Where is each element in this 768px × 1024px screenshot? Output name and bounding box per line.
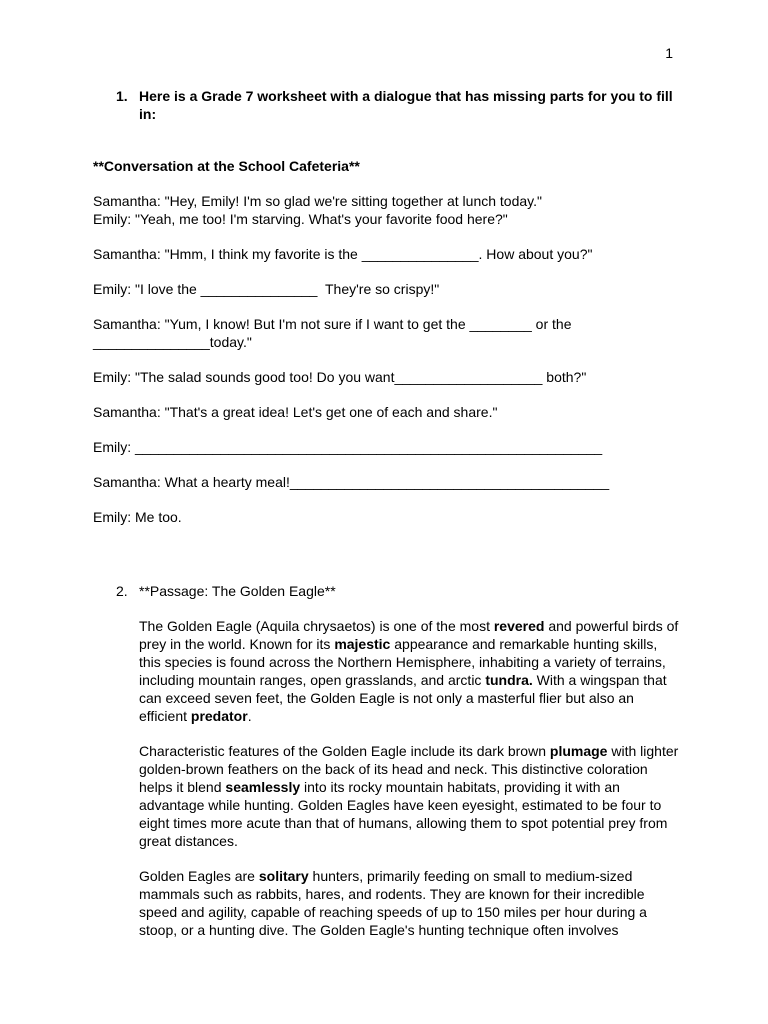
dialogue-line: Emily: ____________________________________________________________ xyxy=(93,439,603,455)
vocab-word: predator xyxy=(190,708,248,724)
page-number: 1 xyxy=(665,45,673,61)
passage-text: Characteristic features of the Golden Eagle include its dark brown xyxy=(139,743,550,759)
dialogue-line: Emily: "Yeah, me too! I'm starving. What's your favorite food here?" xyxy=(93,211,508,227)
dialogue-section xyxy=(93,157,683,526)
dialogue-title: **Conversation at the School Cafeteria** xyxy=(93,158,360,174)
question-1-prompt: Here is a Grade 7 worksheet with a dialogue that has missing parts for you to fill in: xyxy=(139,88,673,122)
vocab-word: majestic xyxy=(334,636,391,652)
dialogue-line: Emily: "The salad sounds good too! Do you want___________________ both?" xyxy=(93,369,587,385)
question-1 xyxy=(116,87,676,123)
passage-text: The Golden Eagle (Aquila chrysaetos) is one of the most xyxy=(139,618,494,634)
dialogue-line: Samantha: "Hey, Emily! I'm so glad we're sitting together at lunch today." xyxy=(93,193,542,209)
dialogue-line: Samantha: What a hearty meal!_________________________________________ xyxy=(93,474,610,490)
passage-body xyxy=(139,617,679,956)
vocab-word: seamlessly xyxy=(225,779,301,795)
dialogue-line: Samantha: "Yum, I know! But I'm not sure if I want to get the ________ or the xyxy=(93,316,572,332)
dialogue-line: _______________today." xyxy=(93,334,252,350)
dialogue-line: Emily: "I love the _______________ They're so crispy!" xyxy=(93,281,440,297)
passage-text: With a wingspan that can exceed seven feet, the Golden Eagle is not only a masterful flier but also an efficient xyxy=(139,672,667,724)
passage-text: into its rocky mountain habitats, providing it with an advantage while hunting. Golden Eagles have keen eyesight, estimated to be four to eight times more acute than that of humans, allowing them to spot potential prey from great distances. xyxy=(139,779,668,849)
passage-paragraph-2 xyxy=(139,742,679,850)
vocab-word: tundra. xyxy=(485,672,533,688)
dialogue-line: Samantha: "Hmm, I think my favorite is the _______________. How about you?" xyxy=(93,246,593,262)
passage-text: Golden Eagles are xyxy=(139,868,259,884)
passage-paragraph-3 xyxy=(139,867,679,939)
dialogue-line: Emily: Me too. xyxy=(93,509,182,525)
passage-text: . xyxy=(247,708,252,724)
passage-heading: **Passage: The Golden Eagle** xyxy=(139,583,336,599)
passage-text: appearance and remarkable hunting skills, this species is found across the Northern Hemisphere, inhabiting a variety of terrains, including mountain ranges, open grasslands, and arctic xyxy=(139,636,666,688)
passage-paragraph-1 xyxy=(139,617,679,725)
passage-text: and powerful birds of prey in the world. Known for its xyxy=(139,618,679,652)
vocab-word: plumage xyxy=(549,743,608,759)
question-1-number: 1. xyxy=(116,88,128,104)
vocab-word: revered xyxy=(493,618,545,634)
vocab-word: solitary xyxy=(258,868,309,884)
dialogue-line: Samantha: "That's a great idea! Let's get one of each and share." xyxy=(93,404,498,420)
passage-text: with lighter golden-brown feathers on the back of its head and neck. This distinctive coloration helps it blend xyxy=(139,743,679,795)
passage-text: hunters, primarily feeding on small to medium-sized mammals such as rabbits, hares, and rodents. They are known for their incredible speed and agility, capable of reaching speeds of up to 150 miles per hour during a stoop, or a hunting dive. The Golden Eagle's hunting technique often involves xyxy=(139,868,647,938)
question-2-number: 2. xyxy=(116,583,128,599)
question-2 xyxy=(116,582,676,600)
